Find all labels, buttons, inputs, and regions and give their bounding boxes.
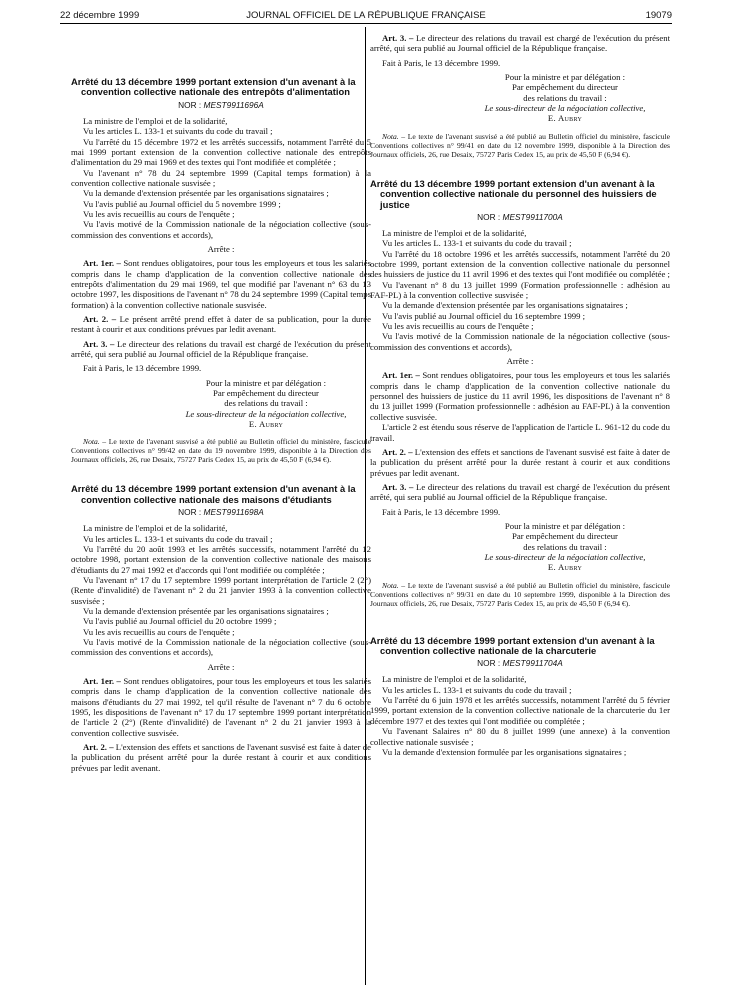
signature-block: Pour la ministre et par délégation : Par empêchement du directeur des relations du travail : Le sous-directeur de la négociation collective, E. Aubry [484,72,646,124]
visa: Vu l'avis publié au Journal officiel du 16 septembre 1999 ; [382,310,586,321]
visa: Vu l'avis publié au Journal officiel du 20 octobre 1999 ; [83,616,277,627]
arrete-maisons-etudiants-continued [370,33,670,159]
visa: Vu les articles L. 133-1 et suivants du code du travail ; [83,533,273,544]
visa: Vu l'arrêté du 6 juin 1978 et les arrêtés successifs, notamment l'arrêté du 5 février 1999, portant extension de la convention collective nationale de la charcuterie du 1er décembre 1977 et des textes qui l'ont modifiée ou complétée ; [370,695,670,726]
arrete-title: Arrêté du 13 décembre 1999 portant extension d'un avenant à la convention collective nationale des entrepôts d'alimentation [71,76,356,98]
visa: Vu la demande d'extension présentée par les organisations signataires ; [382,300,628,311]
visa: La ministre de l'emploi et de la solidarité, [83,523,228,534]
visa: Vu l'arrêté du 15 décembre 1972 et les arrêtés successifs, notamment l'arrêté du 5 mai 1999 portant extension de la convention collective nationale des entrepôts d'alimentation du 29 mai 1969 et des textes qui l'ont modifiée et complétée ; [71,136,371,168]
visa: Vu les articles L. 133-1 et suivants du code du travail ; [83,126,273,137]
visa: Vu l'avenant n° 8 du 13 juillet 1999 (Formation professionnelle : adhésion au FAF-PL) à la convention collective susvisée ; [370,279,670,301]
header-title: JOURNAL OFFICIEL DE LA RÉPUBLIQUE FRANÇAISE [246,10,486,21]
signature-block: Pour la ministre et par délégation : Par empêchement du directeur des relations du travail : Le sous-directeur de la négociation collective, E. Aubry [484,520,646,573]
visa: Vu les avis recueillis au cours de l'enquête ; [382,321,534,332]
visa: La ministre de l'emploi et de la solidarité, [382,674,527,685]
visa: Vu les avis recueillis au cours de l'enquête ; [83,208,235,219]
arrete-title: Arrêté du 13 décembre 1999 portant extension d'un avenant à la convention collective nationale du personnel des huissiers de justice [370,177,657,210]
article-paragraph: L'article 2 est étendu sous réserve de l'application de l'article L. 961-12 du code du travail. [370,422,670,443]
visa: Vu la demande d'extension formulée par les organisations signataires ; [382,746,627,757]
article: Art. 1er. – Sont rendues obligatoires, pour tous les employeurs et tous les salariés compris dans le champ d'application de la convention collective nationale des maisons d'étudiants du 27 mai 1992, tel qu'il résulte de l'avenant n° 7 du 6 octobre 1995, les dispositions de l'avenant n° 17 du 17 septembre 1999 portant interprétation de l'article 2 (2°) (Rente d'invalidité) de l'avenant n° 2 du 21 janvier 1993 à la convention collective susvisée. [71,676,371,738]
visa: Vu l'avenant n° 78 du 24 septembre 1999 (Capital temps formation) à la convention collective nationale susvisée ; [71,167,371,188]
header-page-number: 19079 [645,10,672,21]
article: Art. 1er. – Sont rendues obligatoires, pour tous les employeurs et tous les salariés compris dans le champ d'application de la convention collective nationale du personnel des huissiers de justice du 11 avril 1996, les dispositions de l'avenant n° 8 du 13 juillet 1999 (Formation professionnelle : adhésion au FAF-PL) à la convention collective susvisée. [370,370,670,422]
right-column [370,27,670,985]
nota: Nota. – Le texte de l'avenant susvisé a été publié au Bulletin officiel du ministère, fascicule Conventions collectives n° 99/31 en date du 10 septembre 1999, disponible à la Direction des Journaux officiels, 26, rue Desaix, 75727 Paris Cedex 15, au prix de 45,50 F (6,94 €). [370,580,670,608]
visa: Vu les avis recueillis au cours de l'enquête ; [83,626,235,637]
arrete-word: Arrête : [207,243,235,254]
arrete-title: Arrêté du 13 décembre 1999 portant extension d'un avenant à la convention collective nationale de la charcuterie [370,634,655,657]
visa: La ministre de l'emploi et de la solidarité, [382,227,527,238]
visa: Vu l'avis motivé de la Commission nationale de la négociation collective (sous-commission des conventions et accords), [71,637,371,658]
fait-a-paris: Fait à Paris, le 13 décembre 1999. [83,363,202,374]
visa: Vu l'avenant Salaires n° 80 du 8 juillet 1999 (une annexe) à la convention collective nationale susvisée ; [370,726,670,747]
nor-reference: NOR : MEST9911696A [178,99,264,110]
visa: Vu l'avis publié au Journal officiel du 5 novembre 1999 ; [83,198,281,209]
article: Art. 3. – Le directeur des relations du travail est chargé de l'exécution du présent arrêté, qui sera publié au Journal officiel de la République française. [370,33,670,54]
arrete-word: Arrête : [207,661,235,672]
article: Art. 1er. – Sont rendues obligatoires, pour tous les employeurs et tous les salariés compris dans le champ d'application de la convention collective nationale des entrepôts d'alimentation du 29 mai 1969, tel que modifié par l'avenant n° 63 du 13 octobre 1997, les dispositions de l'avenant n° 78 du 24 septembre 1999 (Capital temps formation) à la convention collective nationale susvisée. [71,258,371,310]
header-rule [60,23,672,24]
visa: Vu l'arrêté du 20 août 1993 et les arrêtés successifs, notamment l'arrêté du 12 octobre 1998, portant extension de la convention collective nationale des maisons d'étudiants du 27 mai 1992 et d'accords qui l'ont modifiée ou complétée ; [71,543,371,575]
nota: Nota. – Le texte de l'avenant susvisé a été publié au Bulletin officiel du ministère, fascicule Conventions collectives n° 99/41 en date du 12 novembre 1999, disponible à la Direction des Journaux officiels, 26, rue Desaix, 75727 Paris Cedex 15, au prix de 45,50 F (6,94 €). [370,131,670,159]
article: Art. 2. – Le présent arrêté prend effet à dater de sa publication, pour la durée restant à courir et aux conditions prévues par ledit avenant. [71,314,371,335]
signature-block: Pour la ministre et par délégation : Par empêchement du directeur des relations du travail : Le sous-directeur de la négociation collective, E. Aubry [185,377,347,430]
arrete-huissiers-justice [370,179,670,608]
arrete-title: Arrêté du 13 décembre 1999 portant extension d'un avenant à la convention collective nationale des maisons d'étudiants [71,483,356,505]
visa: Vu l'arrêté du 18 octobre 1996 et les arrêtés successifs, notamment l'arrêté du 20 octobre 1999, portant extension de la convention collective nationale du personnel des huissiers de justice du 11 avril 1996 et des textes qui l'ont modifiée ou complétée ; [370,248,670,280]
visa: Vu la demande d'extension présentée par les organisations signataires ; [83,606,329,616]
article: Art. 3. – Le directeur des relations du travail est chargé de l'exécution du présent arrêté, qui sera publié au Journal officiel de la République française. [370,481,670,503]
visa: La ministre de l'emploi et de la solidarité, [83,115,228,126]
nor-reference: NOR : MEST9911700A [477,211,563,222]
article: Art. 2. – L'extension des effets et sanctions de l'avenant susvisé est faite à dater de la publication du présent arrêté pour la durée restant à courir et aux conditions prévues par ledit avenant. [71,742,371,773]
nota: Nota. – Le texte de l'avenant susvisé a été publié au Bulletin officiel du ministère, fascicule Conventions collectives n° 99/42 en date du 19 novembre 1999, disponible à la Direction des Journaux officiels, 26, rue Desaix, 75727 Paris Cedex 15, au prix de 45,50 F (6,94 €). [71,437,371,465]
nor-reference: NOR : MEST9911704A [477,658,563,669]
arrete-maisons-etudiants [71,484,371,773]
arrete-entrepots [71,77,371,464]
left-column [71,27,371,985]
visa: Vu l'avenant n° 17 du 17 septembre 1999 portant interprétation de l'article 2 (2°) (Rente d'invalidité) de l'avenant n° 2 du 21 janvier 1993 à la convention collective susvisée ; [71,574,371,606]
nor-reference: NOR : MEST9911698A [178,507,264,518]
visa: Vu les articles L. 133-1 et suivants du code du travail ; [382,684,572,695]
visa: Vu la demande d'extension présentée par les organisations signataires ; [83,188,329,199]
fait-a-paris: Fait à Paris, le 13 décembre 1999. [382,57,501,68]
arrete-charcuterie [370,636,670,758]
fait-a-paris: Fait à Paris, le 13 décembre 1999. [382,506,501,517]
visa: Vu l'avis motivé de la Commission nationale de la négociation collective (sous-commission des conventions et accords), [370,331,670,352]
article: Art. 3. – Le directeur des relations du travail est chargé de l'exécution du présent arrêté, qui sera publié au Journal officiel de la République française. [71,338,371,360]
visa: Vu les articles L. 133-1 et suivants du code du travail ; [382,238,572,249]
arrete-word: Arrête : [506,356,534,367]
article: Art. 2. – L'extension des effets et sanctions de l'avenant susvisé est faite à dater de la publication du présent arrêté pour la durée restant à courir et aux conditions prévues par ledit avenant. [370,446,670,478]
header-date: 22 décembre 1999 [60,10,140,21]
visa: Vu l'avis motivé de la Commission nationale de la négociation collective (sous-commission des conventions et accords), [71,219,371,240]
